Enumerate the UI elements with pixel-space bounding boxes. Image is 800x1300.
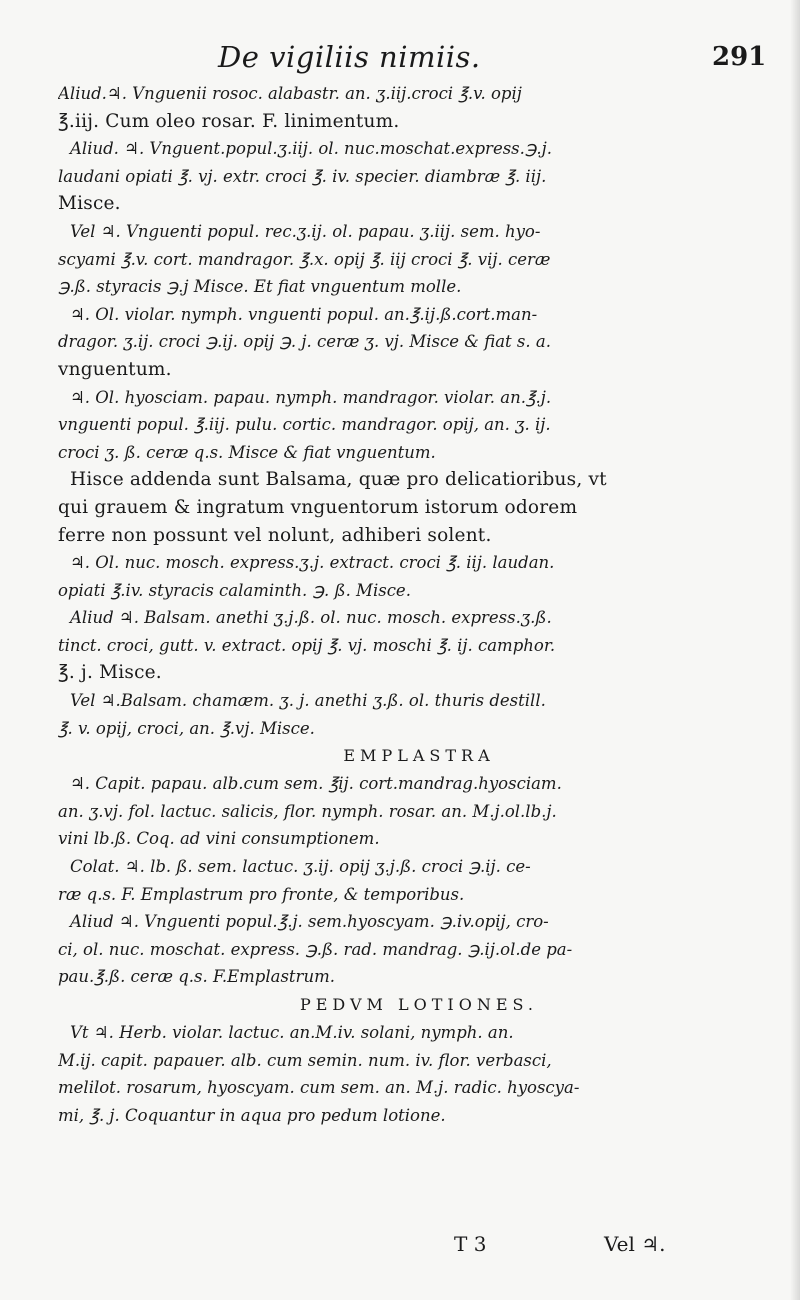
text-line: melilot. rosarum, hyoscyam. cum sem. an. M.j. radic. hyoscya- [58,1078,580,1098]
text-line: vini lb.ß. Coq. ad vini consumptionem. [58,829,380,849]
text-line: Vel ♃.Balsam. chamæm. ʒ. j. anethi ʒ.ß. ol. thuris destill. [70,691,546,711]
text-line: tinct. croci, gutt. v. extract. opij ℥. vj. moschi ℥. ij. camphor. [58,635,556,655]
page-header [0,40,800,80]
text-line: ♃. Ol. nuc. mosch. express.ʒ.j. extract. croci ℥. iij. laudan. [70,553,555,573]
recipes-emplastra [58,770,780,991]
section-heading-lotiones: PEDVM LOTIONES. [299,995,539,1014]
text-line: ræ q.s. F. Emplastrum pro fronte, & temporibus. [58,884,465,904]
text-line: ℈.ß. styracis ℈.j Misce. Et fiat vnguentum molle. [58,277,462,297]
signature-mark: T 3 [454,1232,487,1256]
text-line: ferre non possunt vel nolunt, adhiberi solent. [58,524,492,546]
text-line: Misce. [58,193,121,215]
catchword: Vel ♃. [604,1232,666,1256]
text-line: ♃. Capit. papau. alb.cum sem. ℥ij. cort.mandrag.hyosciam. [70,774,562,794]
text-line: ℥. v. opij, croci, an. ℥.vj. Misce. [58,718,315,738]
text-line: Aliud. ♃. Vnguent.popul.ʒ.iij. ol. nuc.moschat.express.℈.j. [70,139,553,159]
text-line: Aliud ♃. Balsam. anethi ʒ.j.ß. ol. nuc. mosch. express.ʒ.ß. [70,608,552,628]
text-line: ℥. j. Misce. [58,662,162,684]
text-line: ♃. Ol. hyosciam. papau. nymph. mandragor. violar. an.℥.j. [70,387,552,407]
text-line: mi, ℥. j. Coquantur in aqua pro pedum lotione. [58,1105,446,1125]
text-line: laudani opiati ℥. vj. extr. croci ℥. iv. specier. diambræ ℥. iij. [58,166,547,186]
text-line: Aliud ♃. Vnguenti popul.℥.j. sem.hyoscyam. ℈.iv.opij, cro- [70,912,549,932]
page-footer [0,1232,800,1272]
text-line: scyami ℥.v. cort. mandragor. ℥.x. opij ℥. iij croci ℥. vij. ceræ [58,249,551,269]
text-line: M.ij. capit. papauer. alb. cum semin. num. iv. flor. verbasci, [58,1050,552,1070]
text-line: opiati ℥.iv. styracis calaminth. ℈. ß. Misce. [58,580,411,600]
text-line: Colat. ♃. lb. ß. sem. lactuc. ʒ.ij. opij ʒ.j.ß. croci ℈.ij. ce- [70,857,531,877]
text-line: qui grauem & ingratum vnguentorum istorum odorem [58,496,578,518]
text-line: vnguenti popul. ℥.iij. pulu. cortic. mandragor. opij, an. ʒ. ij. [58,415,551,435]
text-line: dragor. ʒ.ij. croci ℈.ij. opij ℈. j. ceræ ʒ. vj. Misce & fiat s. a. [58,332,551,352]
running-title: De vigiliis nimiis. [218,40,481,74]
page-edge-shadow [790,0,800,1300]
text-line: Aliud.♃. Vnguenii rosoc. alabastr. an. ʒ.iij.croci ℥.v. opij [58,84,522,103]
text-line: Hisce addenda sunt Balsama, quæ pro delicatioribus, vt [70,469,607,491]
text-line: ci, ol. nuc. moschat. express. ℈.ß. rad. mandrag. ℈.ij.ol.de pa- [58,939,573,959]
section-heading-emplastra: EMPLASTRA [343,746,495,766]
recipes-lotiones [58,1019,780,1129]
text-line: pau.℥.ß. ceræ q.s. F.Emplastrum. [58,967,335,987]
text-line: ♃. Ol. violar. nymph. vnguenti popul. an.℥.ij.ß.cort.man- [70,304,538,324]
recipes-unguents [58,80,780,742]
text-line: vnguentum. [58,358,172,380]
text-line: croci ʒ. ß. ceræ q.s. Misce & fiat vnguentum. [58,442,436,462]
page-number: 291 [712,42,767,72]
text-line: Vt ♃. Herb. violar. lactuc. an.M.iv. solani, nymph. an. [70,1023,514,1042]
text-line: Vel ♃. Vnguenti popul. rec.ʒ.ij. ol. papau. ʒ.iij. sem. hyo- [70,221,541,241]
page-body [58,80,780,1129]
text-line: ℥.iij. Cum oleo rosar. F. linimentum. [58,110,400,132]
text-line: an. ʒ.vj. fol. lactuc. salicis, flor. nymph. rosar. an. M.j.ol.lb.j. [58,801,557,821]
